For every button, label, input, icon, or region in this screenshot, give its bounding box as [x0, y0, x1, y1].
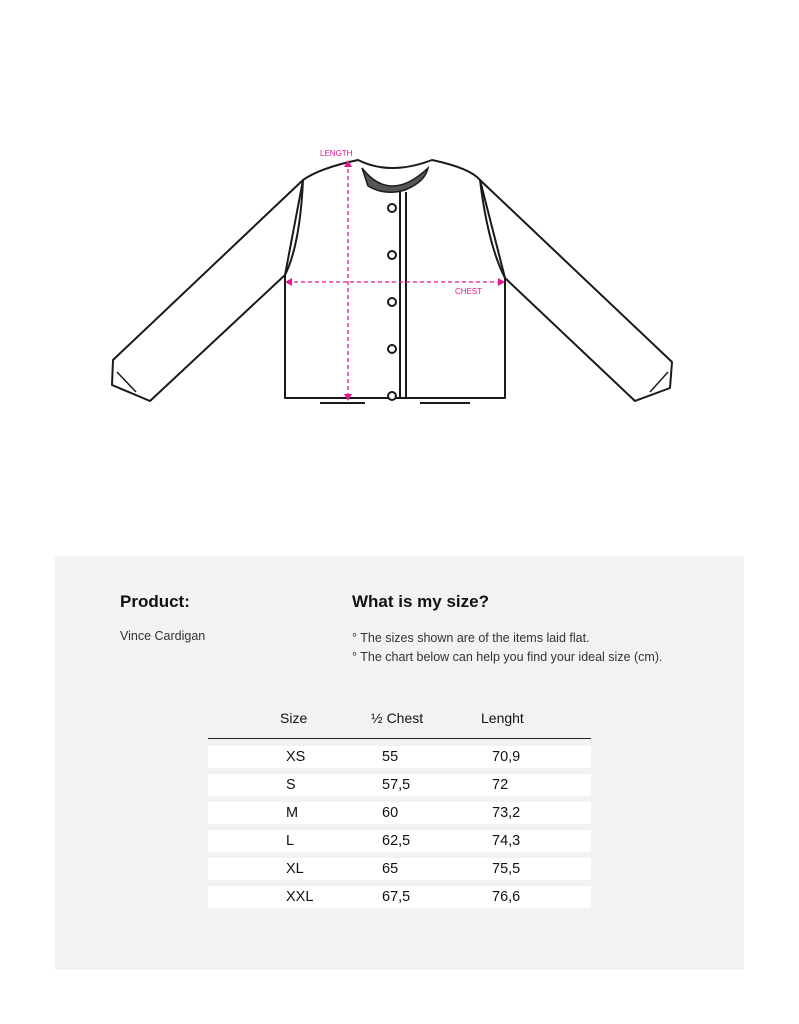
cell-half-chest: 57,5: [382, 777, 411, 793]
table-body: [208, 746, 591, 908]
note-line: ° The chart below can help you find your ideal size (cm).: [352, 650, 663, 664]
cell-length: 75,5: [492, 861, 521, 877]
header-half-chest: ½ Chest: [371, 710, 424, 726]
button-4: [388, 345, 396, 353]
table-header: [208, 708, 591, 739]
cell-length: 76,6: [492, 889, 521, 905]
cell-half-chest: 62,5: [382, 833, 411, 849]
button-3: [388, 298, 396, 306]
size-heading: What is my size?: [352, 592, 489, 611]
button-5: [388, 392, 396, 400]
table-row: [208, 746, 591, 768]
header-length: Lenght: [481, 710, 524, 726]
table-row: [208, 858, 591, 880]
cardigan-body: [285, 160, 505, 398]
cell-length: 72: [492, 777, 509, 793]
cell-half-chest: 55: [382, 749, 399, 765]
cell-size: XXL: [286, 889, 314, 905]
table-row: [208, 830, 591, 852]
product-name: Vince Cardigan: [120, 629, 206, 643]
product-heading: Product:: [120, 592, 190, 611]
table-row: [208, 802, 591, 824]
cell-size: L: [286, 833, 295, 849]
table-row: [208, 886, 591, 908]
cell-length: 74,3: [492, 833, 521, 849]
cell-size: XL: [286, 861, 304, 877]
cell-size: S: [286, 777, 296, 793]
left-sleeve: [112, 180, 303, 401]
length-label: LENGTH: [320, 149, 353, 158]
size-info-panel: [55, 556, 744, 970]
header-size: Size: [280, 710, 308, 726]
cell-length: 70,9: [492, 749, 521, 765]
table-row: [208, 774, 591, 796]
size-notes: [352, 629, 662, 667]
size-table: [208, 708, 591, 914]
cell-length: 73,2: [492, 805, 521, 821]
note-line: ° The sizes shown are of the items laid flat.: [352, 631, 590, 645]
button-1: [388, 204, 396, 212]
cell-size: XS: [286, 749, 306, 765]
right-sleeve: [480, 180, 672, 401]
chest-label: CHEST: [455, 287, 483, 296]
cell-half-chest: 60: [382, 805, 399, 821]
cell-size: M: [286, 805, 299, 821]
cell-half-chest: 65: [382, 861, 399, 877]
button-2: [388, 251, 396, 259]
cell-half-chest: 67,5: [382, 889, 411, 905]
